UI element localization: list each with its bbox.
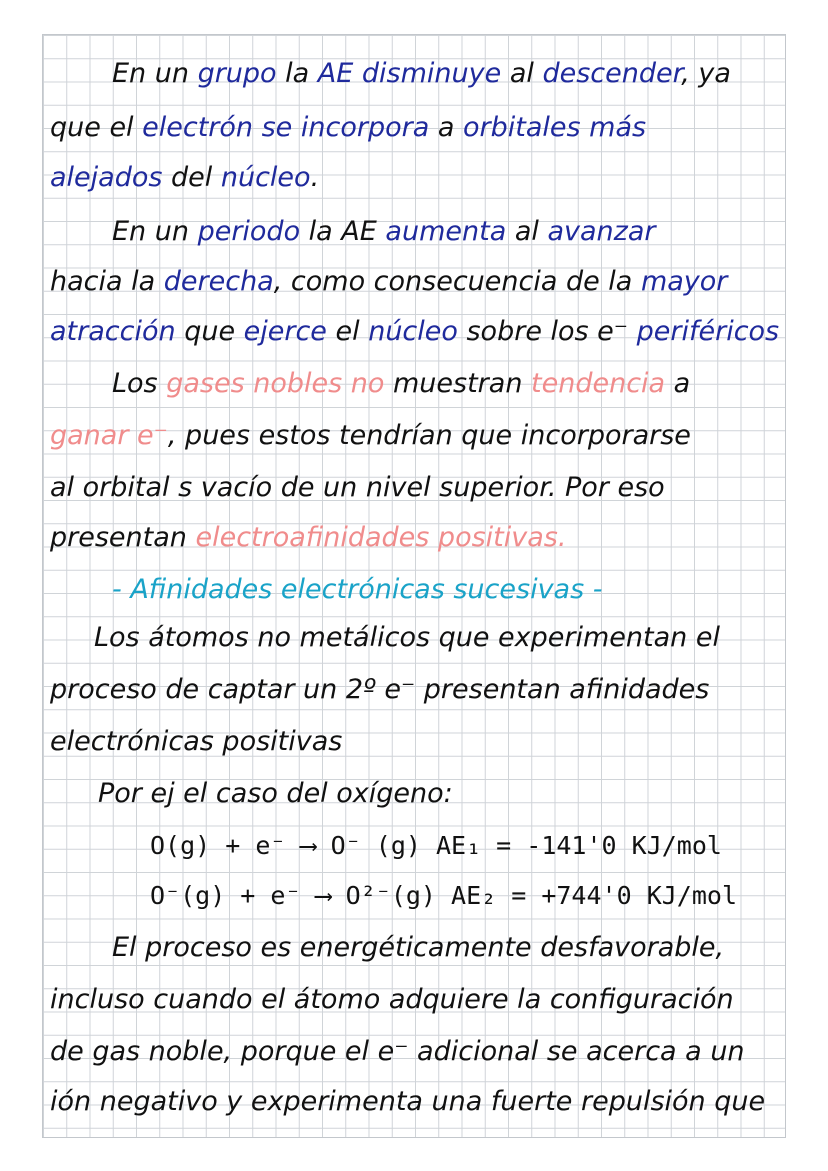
text-segment: AE [317, 58, 354, 89]
text-line-5 [50, 264, 727, 300]
formula-line-1 [150, 828, 722, 864]
text-segment: la AE [300, 216, 386, 247]
text-line-6 [50, 314, 779, 350]
text-segment: mayor [640, 266, 728, 297]
text-line-21 [50, 1084, 765, 1120]
text-segment: En un [112, 216, 198, 247]
text-segment: ganar e⁻ [50, 420, 168, 451]
text-segment: - Afinidades electrónicas sucesivas - [112, 574, 603, 605]
text-segment: ejerce [243, 316, 327, 347]
text-line-12 [94, 620, 720, 656]
text-segment: aumenta [385, 216, 507, 247]
text-segment: Los [112, 368, 167, 399]
text-line-13 [50, 672, 709, 708]
text-segment: electrónicas positivas [50, 726, 343, 757]
text-segment: gases nobles no [166, 368, 385, 399]
text-segment: de gas noble, porque el e⁻ adicional se acerca a un [50, 1036, 745, 1067]
text-segment: presentan [50, 522, 196, 553]
text-segment: a [665, 368, 691, 399]
text-segment: a [429, 112, 463, 143]
text-segment: núcleo [220, 162, 311, 193]
text-segment: , ya [681, 58, 731, 89]
text-segment: que [175, 316, 244, 347]
text-segment: hacia la [50, 266, 164, 297]
text-segment: núcleo [368, 316, 458, 347]
text-line-19 [50, 982, 734, 1018]
text-segment: Los átomos no metálicos que experimentan el [94, 622, 720, 653]
text-line-9 [50, 470, 665, 506]
text-line-15 [98, 776, 453, 812]
text-segment: , pues estos tendrían que incorporarse [167, 420, 691, 451]
text-segment: En un [112, 58, 198, 89]
text-segment: derecha [163, 266, 274, 297]
text-segment: alejados [50, 162, 163, 193]
text-segment: atracción [50, 316, 176, 347]
text-line-2 [50, 110, 646, 146]
text-segment: se incorpora [253, 112, 430, 143]
text-segment: avanzar [547, 216, 656, 247]
text-segment: tendencia [531, 368, 666, 399]
text-segment: la [276, 58, 318, 89]
text-segment: al orbital s vacío de un nivel superior. Por eso [50, 472, 665, 503]
text-segment: incluso cuando el átomo adquiere la configuración [50, 984, 734, 1015]
text-segment: al [506, 216, 548, 247]
text-segment: sobre los e⁻ [457, 316, 637, 347]
text-segment: periféricos [636, 316, 780, 347]
text-segment: grupo [197, 58, 277, 89]
text-line-4 [112, 214, 655, 250]
section-heading [112, 572, 602, 608]
text-segment: electroafinidades positivas. [195, 522, 567, 553]
text-segment: ión negativo y experimenta una fuerte repulsión que [50, 1086, 766, 1117]
text-segment: periodo [197, 216, 301, 247]
text-segment: proceso de captar un 2º e⁻ presentan afinidades [50, 674, 710, 705]
text-segment: O⁻(g) + e⁻ ⟶ O²⁻(g) AE₂ = +744'0 KJ/mol [150, 881, 737, 910]
text-line-10 [50, 520, 566, 556]
text-line-8 [50, 418, 691, 454]
text-line-7 [112, 366, 690, 402]
text-line-18 [112, 930, 724, 966]
text-segment: que el [50, 112, 143, 143]
text-segment: descender [542, 58, 682, 89]
text-segment: al [501, 58, 543, 89]
text-line-20 [50, 1034, 745, 1070]
text-segment: muestran [384, 368, 532, 399]
text-segment: el [326, 316, 369, 347]
text-segment: del [162, 162, 221, 193]
text-segment: Por ej el caso del oxígeno: [98, 778, 453, 809]
text-line-14 [50, 724, 342, 760]
text-segment: O(g) + e⁻ ⟶ O⁻ (g) AE₁ = -141'0 KJ/mol [150, 831, 722, 860]
text-segment: El proceso es energéticamente desfavorable, [112, 932, 725, 963]
text-line-3 [50, 160, 319, 196]
text-segment: electrón [142, 112, 254, 143]
text-segment: disminuye [353, 58, 502, 89]
formula-line-2 [150, 878, 737, 914]
text-segment: orbitales más [462, 112, 647, 143]
text-segment: , como consecuencia de la [273, 266, 641, 297]
text-line-1 [112, 56, 731, 92]
text-segment: . [310, 162, 320, 193]
